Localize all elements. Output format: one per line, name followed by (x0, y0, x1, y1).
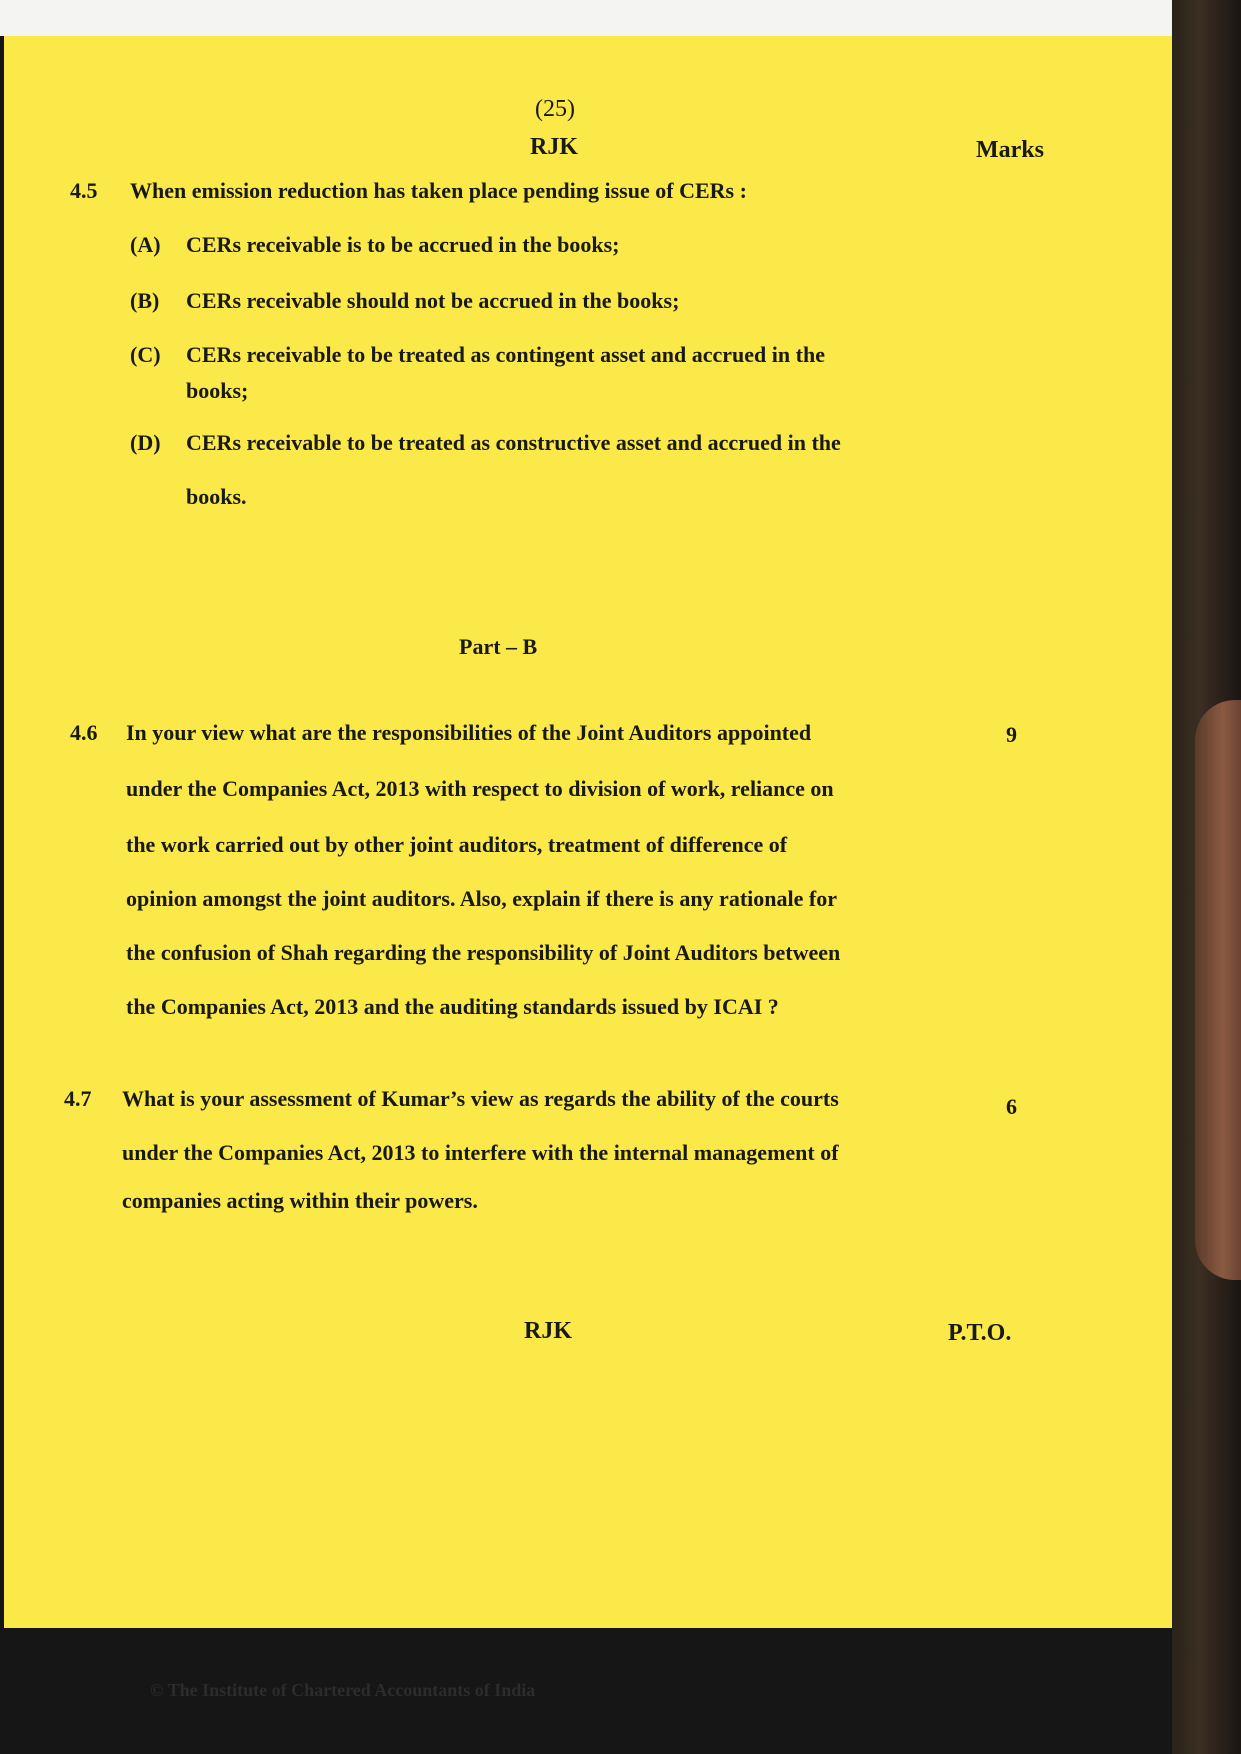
q45-option-b-label: (B) (130, 288, 160, 313)
scanner-top-strip (0, 0, 1241, 36)
q46-line: under the Companies Act, 2013 with respect to division of work, reliance on (126, 776, 834, 801)
q47-number: 4.7 (64, 1086, 92, 1111)
q45-option-a-text: CERs receivable is to be accrued in the books; (186, 232, 620, 257)
exam-page (4, 36, 1172, 1628)
q45-option-d-text-line2: books. (186, 484, 247, 509)
q45-option-c-label: (C) (130, 342, 161, 367)
q47-line: What is your assessment of Kumar’s view as regards the ability of the courts (122, 1086, 839, 1111)
q47-marks: 6 (1006, 1094, 1017, 1119)
q47-line: companies acting within their powers. (122, 1188, 478, 1213)
q45-option-c-text-line1: CERs receivable to be treated as contingent asset and accrued in the (186, 342, 825, 367)
please-turn-over: P.T.O. (948, 1320, 1012, 1346)
paper-code-header: RJK (530, 134, 578, 160)
page-number: (25) (535, 96, 575, 122)
q45-option-d-text-line1: CERs receivable to be treated as constructive asset and accrued in the (186, 430, 841, 455)
q46-line: the Companies Act, 2013 and the auditing standards issued by ICAI ? (126, 994, 779, 1019)
thumb-shadow (1195, 700, 1241, 1280)
marks-heading: Marks (976, 137, 1044, 163)
q46-marks: 9 (1006, 722, 1017, 747)
q45-option-c-text-line2: books; (186, 378, 249, 403)
q45-text: When emission reduction has taken place pending issue of CERs : (130, 178, 747, 203)
q45-option-d-label: (D) (130, 430, 161, 455)
q47-line: under the Companies Act, 2013 to interfere with the internal management of (122, 1140, 839, 1165)
copyright-watermark: © The Institute of Chartered Accountants of India (150, 1680, 536, 1700)
part-b-heading: Part – B (459, 634, 538, 659)
q46-line: In your view what are the responsibilities of the Joint Auditors appointed (126, 720, 812, 745)
q46-line: the confusion of Shah regarding the responsibility of Joint Auditors between (126, 940, 841, 965)
q45-option-a-label: (A) (130, 232, 161, 257)
q46-line: the work carried out by other joint auditors, treatment of difference of (126, 832, 788, 857)
paper-code-footer: RJK (524, 1318, 572, 1344)
q46-number: 4.6 (70, 720, 98, 745)
q45-number: 4.5 (70, 178, 98, 203)
q45-option-b-text: CERs receivable should not be accrued in the books; (186, 288, 680, 313)
q46-line: opinion amongst the joint auditors. Also, explain if there is any rationale for (126, 886, 837, 911)
